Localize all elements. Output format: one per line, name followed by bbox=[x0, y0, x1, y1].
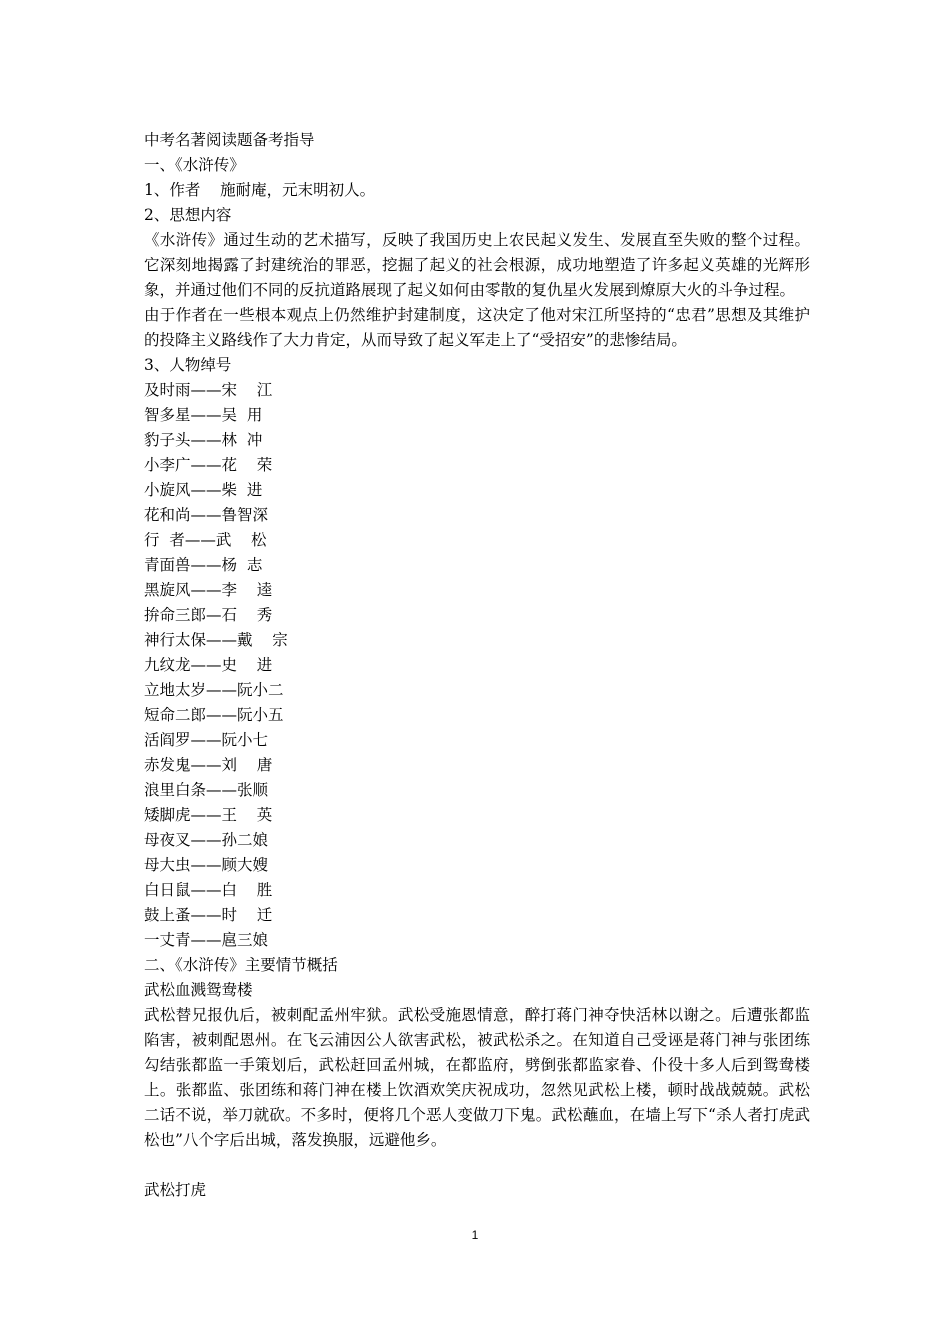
nickname-item: 及时雨——宋 江 bbox=[144, 381, 273, 399]
nickname-item: 浪里白条——张顺 bbox=[144, 781, 269, 799]
nickname-item: 立地太岁——阮小二 bbox=[144, 681, 284, 699]
episode-title-tiger: 武松打虎 bbox=[144, 1181, 207, 1199]
section-heading-shuihu: 一、《水浒传》 bbox=[144, 156, 245, 174]
nickname-item: 白日鼠——白 胜 bbox=[144, 881, 273, 899]
blank-line bbox=[144, 1153, 810, 1178]
episode-title-bloodbath: 武松血溅鸳鸯楼 bbox=[144, 981, 253, 999]
page-number: 1 bbox=[471, 1228, 479, 1242]
nickname-item: 智多星——吴 用 bbox=[144, 406, 263, 424]
nickname-item: 九纹龙——史 进 bbox=[144, 656, 273, 674]
nickname-item: 母大虫——顾大嫂 bbox=[144, 856, 269, 874]
nickname-item: 花和尚——鲁智深 bbox=[144, 506, 269, 524]
nicknames-heading: 3、人物绰号 bbox=[144, 356, 232, 374]
nickname-item: 母夜叉——孙二娘 bbox=[144, 831, 269, 849]
episode-text-bloodbath: 武松替兄报仇后，被刺配孟州牢狱。武松受施恩情意，醉打蒋门神夺快活林以谢之。后遭张都监陷害，被刺配恩州。在飞云浦因公人欲害武松，被武松杀之。在知道自己受诬是蒋门神与张团练勾结张都监一手策划后，武松赶回孟州城，在都监府，劈倒张都监家眷、仆役十多人后到鸳鸯楼上。张都监、张团练和蒋门神在楼上饮酒欢笑庆祝成功，忽然见武松上楼，顿时战战兢兢。武松二话不说，举刀就砍。不多时，便将几个恶人变做刀下鬼。武松蘸血，在墙上写下“杀人者打虎武松也”八个字后出城，落发换服，远避他乡。 bbox=[144, 1006, 810, 1149]
nickname-item: 行 者——武 松 bbox=[144, 531, 267, 549]
nickname-item: 短命二郎——阮小五 bbox=[144, 706, 284, 724]
nickname-list bbox=[144, 378, 810, 953]
section-heading-plot: 二、《水浒传》主要情节概括 bbox=[144, 956, 338, 974]
nickname-item: 豹子头——林 冲 bbox=[144, 431, 263, 449]
nickname-item: 一丈青——扈三娘 bbox=[144, 931, 269, 949]
nickname-item: 赤发鬼——刘 唐 bbox=[144, 756, 273, 774]
nickname-item: 神行太保——戴 宗 bbox=[144, 631, 288, 649]
theme-heading: 2、思想内容 bbox=[144, 206, 232, 224]
nickname-item: 矮脚虎——王 英 bbox=[144, 806, 273, 824]
author-line: 1、作者 施耐庵，元末明初人。 bbox=[144, 181, 376, 199]
nickname-item: 青面兽——杨 志 bbox=[144, 556, 263, 574]
theme-paragraph-1: 《水浒传》通过生动的艺术描写，反映了我国历史上农民起义发生、发展直至失败的整个过程。它深刻地揭露了封建统治的罪恶，挖掘了起义的社会根源，成功地塑造了许多起义英雄的光辉形象，并通过他们不同的反抗道路展现了起义如何由零散的复仇星火发展到燎原大火的斗争过程。 bbox=[144, 231, 810, 299]
nickname-item: 活阎罗——阮小七 bbox=[144, 731, 269, 749]
document-body bbox=[144, 128, 810, 1203]
document-title: 中考名著阅读题备考指导 bbox=[144, 131, 315, 149]
nickname-item: 小李广——花 荣 bbox=[144, 456, 273, 474]
nickname-item: 拚命三郎—石 秀 bbox=[144, 606, 273, 624]
theme-paragraph-2: 由于作者在一些根本观点上仍然维护封建制度，这决定了他对宋江所坚持的“忠君”思想及其维护的投降主义路线作了大力肯定，从而导致了起义军走上了“受招安”的悲惨结局。 bbox=[144, 306, 810, 349]
nickname-item: 黑旋风——李 逵 bbox=[144, 581, 273, 599]
nickname-item: 鼓上蚤——时 迁 bbox=[144, 906, 273, 924]
nickname-item: 小旋风——柴 进 bbox=[144, 481, 263, 499]
